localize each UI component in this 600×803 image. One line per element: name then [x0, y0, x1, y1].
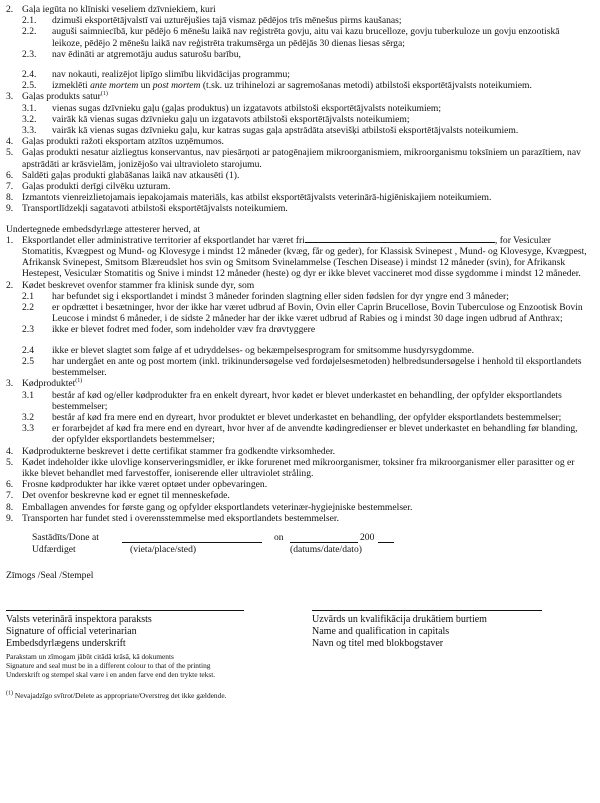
lv-point-number: 7. [6, 181, 14, 193]
da-subpoint [22, 302, 590, 324]
da-point-2 [6, 279, 590, 291]
footnote-text: Nevajadzīgo svītrot/Delete as appropriate/Overstreg det ikke gældende. [14, 690, 227, 700]
lv-point-3-text [22, 91, 590, 102]
da-subpoint [22, 291, 590, 302]
lv-point [6, 136, 590, 148]
lv-point [6, 181, 590, 193]
lv-subpoint-text: auguši saimniecībā, kur pēdējo 6 mēnešu laikā nav reģistrēta govju, aitu vai kazu brucelloze, govju tuberkuloze un govju enzootiskā leikoze, pēdējo 2 mēnešu laikā nav reģistrēta trakumsērga un pēdējās 30 dienas liesas sērga; [52, 26, 560, 49]
da-point-1-text-b: , for [494, 234, 511, 246]
da-point-3-footnote-ref: (1) [75, 378, 83, 385]
lv-subpoint-number: 2.4. [22, 69, 37, 81]
da-subpoint-text: består af kød fra mere end en dyreart, hvor produktet er blevet underkastet en behandling, der opfylder eksportlandets bestemmelser; [52, 411, 562, 423]
name-caption-lv: Uzvārds un kvalifikācija drukātiem burtiem [312, 613, 487, 625]
da-subpoint-text: består af kød og/eller kødprodukter fra en enkelt dyreart, hvor kødet er blevet underkastet en behandling, der opfylder eksportlandets bestemmelser; [52, 389, 562, 412]
da-point-text: Emballagen anvendes for første gang og opfylder eksportlandets veterinær-hygiejniske bestemmelser. [22, 501, 413, 513]
done-at-row [22, 532, 590, 544]
lv-point-number: 5. [6, 147, 14, 159]
da-subpoint-number: 2.2 [22, 302, 34, 314]
da-subpoint [22, 412, 590, 423]
lv-subpoint [22, 49, 590, 60]
lv-subpoint [22, 80, 590, 91]
colour-note-da: Underskrift og stempel skal være i en anden farve end den trykte tekst. [6, 669, 216, 679]
da-point-2-number: 2. [6, 279, 14, 291]
signature-line[interactable] [6, 610, 244, 611]
da-point-number: 4. [6, 445, 14, 457]
da-point-2-text: Kødet beskrevet ovenfor stammer fra klinisk sunde dyr, som [22, 279, 255, 291]
da-subpoint-text: har befundet sig i eksportlandet i mindst 3 måneder forinden slagtning eller siden fødslen for dyr yngre end 3 måneder; [52, 290, 509, 302]
da-point [6, 479, 590, 491]
on-label: on [274, 531, 284, 543]
lv-subpoint [22, 15, 590, 26]
da-point-3-number: 3. [6, 378, 14, 390]
name-caption-da: Navn og titel med blokbogstaver [312, 637, 444, 649]
lv-point-number: 8. [6, 192, 14, 204]
lv-subpoint-text-i2: post mortem [152, 80, 201, 92]
lv-subpoint [22, 125, 590, 136]
lv-subpoint-number: 2.3. [22, 48, 37, 60]
da-point-text: Kødet indeholder ikke ulovlige konserveringsmidler, er ikke forurenet med mikroorganismer, toksiner fra mikroorganismer eller parasitter og er ikke blevet behandlet med farvestoffer, ioniserende eller ultraviolet stråling. [22, 456, 575, 479]
lv-subpoint-text [40, 80, 590, 91]
lv-subpoint-text-c: (t.sk. uz trihinelozi ar sagremošanas metodi) atbilstoši eksportētājvalsts noteikumiem. [200, 80, 532, 92]
lv-point-text: Gaļas produkti derīgi cilvēku uzturam. [22, 181, 171, 193]
lv-subpoint-number: 2.1. [22, 15, 37, 27]
lv-subpoint-number: 3.2. [22, 113, 37, 125]
lv-point [6, 203, 590, 215]
lv-point-text: Gaļas produkti nesatur aizliegtus konservantus, nav piesārņoti ar patogēnajiem mikroorganismiem, mikroorganismu toksīniem un parazītiem, nav apstrādāti ar krāsvielām, jonizējošo vai ultravioleto starojumu. [22, 147, 581, 170]
da-subpoint-text: har undergået en ante og post mortem (inkl. trikinundersøgelse ved fordøjelsesmetoden) helbredsundersøgelse i henhold til eksportlandets bestemmelser. [52, 355, 582, 379]
country-blank-line[interactable] [305, 242, 495, 243]
lv-point-2-text: Gaļa iegūta no klīniski veseliem dzīvniekiem, kuri [22, 4, 216, 15]
lv-subpoint-text: vairāk kā vienas sugas dzīvnieku gaļu un izgatavots atbilstoši eksportētājvalsts noteikumiem; [52, 113, 410, 125]
lv-subpoint-text-b: un [138, 80, 153, 92]
da-point-number: 6. [6, 479, 14, 491]
signature-caption [6, 614, 152, 650]
lv-point-text: Izmantots vienreizlietojamais iepakojamais materiāls, kas atbilst eksportētājvalsts veterinārā-higiēniskajiem noteikumiem. [22, 192, 492, 204]
lv-subpoint-text: vairāk kā vienas sugas dzīvnieku gaļu, kur katras sugas gaļa apstrādāta atsevišķi atbilstoši eksportētājvalsts noteikumiem. [52, 125, 519, 137]
lv-point-3-number: 3. [6, 91, 14, 103]
da-point-1-number: 1. [6, 234, 14, 246]
da-point-text: Det ovenfor beskrevne kød er egnet til menneskeføde. [22, 490, 230, 502]
da-point-3 [6, 378, 590, 390]
lv-subpoint-number: 3.3. [22, 125, 37, 137]
da-point-number: 5. [6, 456, 14, 468]
lv-subpoint [22, 103, 590, 114]
signature-caption-en: Signature of official veterinarian [6, 625, 137, 637]
da-point [6, 512, 590, 524]
da-subpoint-number: 2.4 [22, 344, 34, 356]
lv-subpoint-text-i1: ante mortem [90, 80, 139, 92]
done-at-captions [22, 544, 590, 556]
lv-subpoint-text: nav ēdināti ar atgremotāju audus saturošu barību, [52, 48, 241, 60]
lv-point-text: Gaļas produkti ražoti eksportam atzītos uzņēmumos. [22, 136, 224, 148]
lv-point [6, 169, 590, 181]
lv-subpoint-text-a: izmeklēti [52, 80, 91, 92]
lv-subpoint [22, 114, 590, 125]
colour-note-en: Signature and seal must be in a different colour to that of the printing [6, 660, 211, 670]
footnote-mark: (1) [6, 690, 13, 697]
udfaerdiget-label: Udfærdiget [32, 543, 76, 555]
colour-note-lv: Parakstam un zīmogam jābūt citādā krāsā, kā dokuments [6, 651, 174, 661]
name-line[interactable] [312, 610, 542, 611]
year-label: 200 [360, 531, 375, 543]
da-point [6, 490, 590, 502]
signature-caption-lv: Valsts veterinārā inspektora paraksts [6, 613, 152, 625]
year-line[interactable] [378, 532, 394, 543]
da-subpoint-number: 3.1 [22, 389, 34, 401]
da-subpoint [22, 423, 590, 445]
name-caption [312, 614, 487, 650]
signature-block [6, 531, 590, 700]
da-point [6, 445, 590, 457]
lv-point [6, 147, 590, 170]
da-point-text: Frosne kødprodukter har ikke været optøet under opbevaringen. [22, 479, 268, 491]
colour-note [6, 652, 590, 679]
da-subpoint-text: ikke er blevet fodret med foder, som indeholder væv fra drøvtyggere [52, 324, 316, 336]
done-at-label: Sastādīts/Done at [32, 531, 99, 543]
da-subpoint-number: 2.1 [22, 290, 34, 302]
da-point-3-label: Kødproduktet [22, 378, 76, 390]
lv-subpoint-number: 3.1. [22, 102, 37, 114]
da-subpoint-number: 2.3 [22, 324, 34, 336]
lv-point-text: Transportlīdzekļi sagatavoti atbilstoši eksportētājvalsts noteikumiem. [22, 203, 288, 215]
da-point [6, 456, 590, 479]
da-subpoint [22, 324, 590, 335]
lv-subpoint-number: 2.5. [22, 80, 37, 92]
da-subpoint-number: 3.2 [22, 411, 34, 423]
date-caption: (datums/date/dato) [290, 543, 362, 555]
da-point-number: 8. [6, 501, 14, 513]
da-point-number: 9. [6, 512, 14, 524]
da-point-1-text-rest: Vesiculær Stomatitis, Kvægpest og Mund- og Klovesyge i mindst 12 måneder (kvæg, får og geder), for Klassisk Svinepest , Mund- og Klovesyge, Kvægpest, Afrikansk Svinepest, Smitsom Blæreudslet hos svin og Smitsom Svinelammelse (Teschen Disease) i mindst 12 måneder (svin), for Afrikansk Hestepest, Vesiculær Stomatitis og Snive i mindst 12 måneder (heste) og dyr er ikke blevet vaccineret mod disse sygdomme i mindst 12 måneder. [22, 234, 587, 280]
lv-subpoint-text: vienas sugas dzīvnieku gaļu (gaļas produktus) un izgatavots atbilstoši eksportētājvalsts noteikumiem; [52, 102, 442, 114]
lv-point-text: Saldēti gaļas produkti glabāšanas laikā nav atkausēti (1). [22, 169, 240, 181]
seal-label: Zīmogs /Seal /Stempel [6, 569, 94, 581]
da-heading: Undertegnede embedsdyrlæge attesterer herved, at [6, 223, 201, 235]
signature-captions [6, 612, 590, 650]
da-subpoint [22, 356, 590, 378]
place-line[interactable] [122, 532, 262, 543]
signature-caption-da: Embedsdyrlægens underskrift [6, 637, 126, 649]
da-subpoint [22, 345, 590, 356]
da-subpoint-number: 2.5 [22, 355, 34, 367]
da-point-3-text [22, 378, 590, 389]
lv-point-number: 4. [6, 136, 14, 148]
lv-point-3 [6, 91, 590, 103]
lv-point-number: 9. [6, 203, 14, 215]
da-subpoint-text: er opdrættet i besætninger, hvor der ikke har været udbrud af Bovin, Ovin eller Caprin Brucellose, Bovin Tuberculose og Enzootisk Bovin Leucose i mindst 6 måneder, i de sidste 2 måneder har der ikke været udbrud af Rabies og i mindst 30 dage ingen udbrud af Anthrax; [52, 302, 583, 325]
name-caption-en: Name and qualification in capitals [312, 625, 450, 637]
lv-point-2-number: 2. [6, 4, 14, 15]
footnote [6, 691, 590, 700]
lv-point-2 [6, 4, 590, 15]
lv-point-number: 6. [6, 169, 14, 181]
lv-subpoint [22, 26, 590, 48]
da-point-text: Transporten har fundet sted i overensstemmelse med eksportlandets bestemmelser. [22, 512, 339, 524]
lv-point-3-footnote-ref: (1) [100, 91, 108, 98]
seal-row [6, 569, 590, 582]
da-subpoint-text: er forarbejdet af kød fra mere end en dyreart, hvor hver af de anvendte kødingredienser er blevet underkastet en behandling før blanding, der opfylder eksportlandets bestemmelser; [52, 423, 578, 446]
da-subpoint [22, 390, 590, 412]
da-point [6, 501, 590, 513]
lv-subpoint-number: 2.2. [22, 26, 37, 38]
lv-point [6, 192, 590, 204]
da-subpoint-text: ikke er blevet slagtet som følge af et udryddelses- og bekæmpelsesprogram for smitsomme husdyrsygdomme. [52, 344, 475, 356]
lv-point-3-label: Gaļas produkts satur [22, 91, 101, 103]
da-point-1-text [22, 235, 590, 280]
da-point-text: Kødprodukterne beskrevet i dette certifikat stammer fra godkendte virksomheder. [22, 445, 336, 457]
da-point-1 [6, 234, 590, 280]
place-caption: (vieta/place/sted) [130, 543, 197, 555]
da-subpoint-number: 3.3 [22, 423, 34, 435]
da-point-1-text-a: Eksportlandet eller administrative territorier af eksportlandet har været fri [22, 234, 305, 246]
lv-subpoint [22, 69, 590, 80]
date-line[interactable] [290, 532, 358, 543]
da-point-number: 7. [6, 490, 14, 502]
lv-subpoint-text: dzimuši eksportētājvalstī vai uzturējušies tajā vismaz pēdējos trīs mēnešus pirms kaušanas; [52, 15, 402, 27]
lv-subpoint-text: nav nokauti, realizējot lipīgo slimību likvidācijas programmu; [52, 69, 290, 81]
